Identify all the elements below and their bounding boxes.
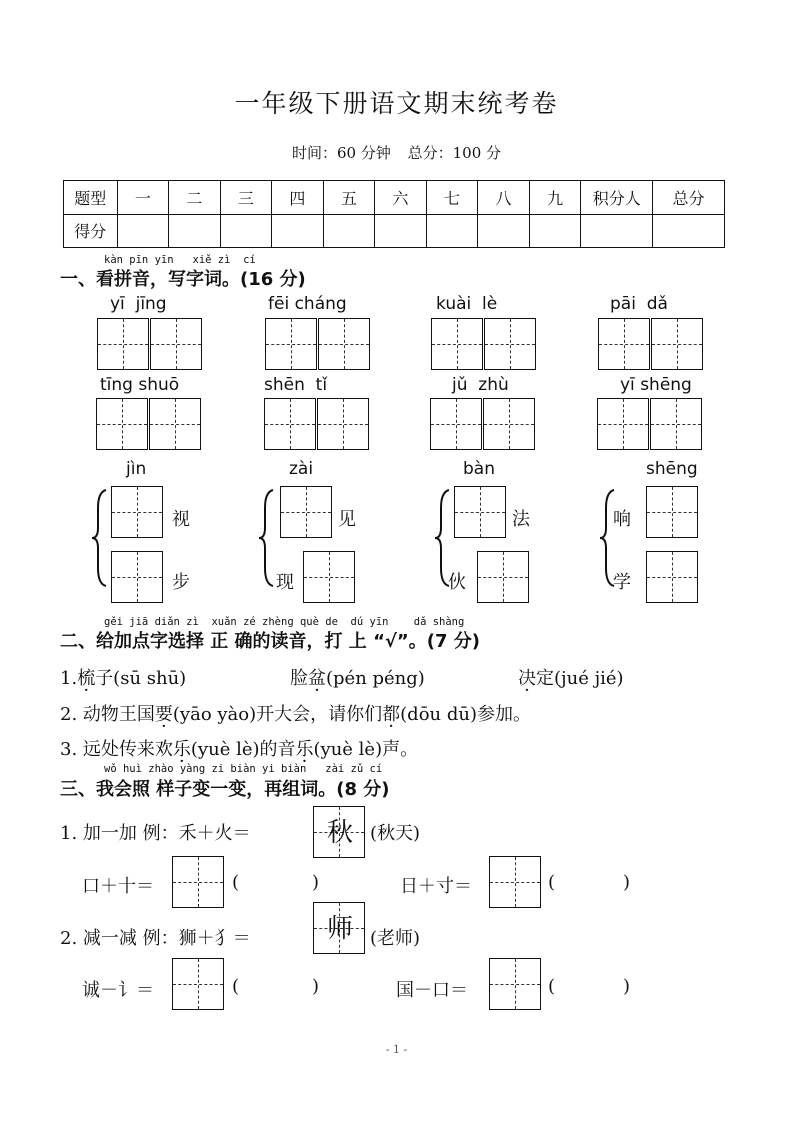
section3-title: 三、我会照 样子变一变，再组词。(8 分) [60, 779, 390, 800]
part2-label: 2. 减一减 例：狮＋犭＝ [60, 928, 251, 949]
writing-grid[interactable] [280, 486, 332, 538]
writing-grid[interactable] [172, 958, 224, 1010]
dotted-char: 决 [518, 668, 536, 689]
dotted-char: 梳 [77, 668, 96, 689]
score-input-cell[interactable] [323, 214, 375, 248]
answer-choice[interactable]: 定(jué jié) [536, 668, 624, 689]
answer-choice[interactable]: 子(sū shū) [95, 668, 187, 689]
writing-grid[interactable] [149, 398, 201, 450]
writing-grid[interactable] [489, 958, 541, 1010]
section1-title: 一、看拼音，写字词。(16 分) [60, 269, 306, 290]
writing-grid[interactable] [651, 318, 703, 370]
group-char: 伙 [448, 572, 466, 593]
group-char: 响 [613, 509, 631, 530]
answer-choice[interactable]: (yuè lè)声。 [313, 739, 419, 760]
group-pinyin: zài [289, 459, 314, 479]
pinyin-label: pāi dǎ [610, 294, 668, 314]
writing-grid[interactable] [265, 318, 317, 370]
score-input-cell[interactable] [117, 214, 169, 248]
score-table-cell: 一 [117, 181, 169, 215]
question-2-1: 1.梳子(sū shū) [60, 668, 187, 689]
question-3-1: 口＋十＝ [82, 876, 154, 897]
writing-grid[interactable] [646, 551, 698, 603]
blank-close: ) [312, 976, 320, 997]
score-input-cell[interactable] [375, 214, 427, 248]
score-input-cell[interactable] [169, 214, 221, 248]
time-limit: 时间：60 分钟 [291, 144, 391, 162]
group-char: 视 [172, 509, 190, 530]
dotted-char: 乐 [172, 739, 191, 760]
group-char: 步 [172, 572, 190, 593]
brace-icon [257, 488, 277, 588]
group-char: 学 [613, 572, 631, 593]
writing-grid[interactable] [646, 486, 698, 538]
score-table-cell: 三 [220, 181, 272, 215]
blank-open: ( [548, 872, 556, 893]
blank-close: ) [623, 976, 631, 997]
group-char: 法 [512, 509, 530, 530]
writing-grid[interactable] [96, 398, 148, 450]
writing-grid[interactable] [650, 398, 702, 450]
writing-grid[interactable] [477, 551, 529, 603]
writing-grid[interactable] [483, 398, 535, 450]
section3-pinyin: wǒ huì zhào yàng zi biàn yi biàn zài zǔ cí [104, 763, 383, 775]
question-3-4: 国－口＝ [396, 980, 468, 1001]
score-table-cell: 八 [478, 181, 530, 215]
dotted-char: 乐 [295, 739, 314, 760]
writing-grid[interactable] [97, 318, 149, 370]
score-input-cell[interactable] [272, 214, 324, 248]
score-input-cell[interactable] [478, 214, 530, 248]
score-table-cell: 六 [375, 181, 427, 215]
answer-choice[interactable]: (yuè lè)的音 [190, 739, 296, 760]
writing-grid[interactable] [597, 398, 649, 450]
pinyin-label: yī jīng [110, 294, 167, 314]
pinyin-label: yī shēng [620, 375, 692, 395]
score-table-cell: 得分 [64, 214, 118, 248]
dotted-char: 盆 [308, 668, 326, 689]
blank-open: ( [548, 976, 556, 997]
section2-pinyin: gěi jiā diǎn zì xuǎn zé zhèng què de dú yīn dǎ shàng [104, 616, 465, 628]
exam-subtitle [0, 142, 793, 163]
score-input-cell[interactable] [653, 214, 725, 248]
dotted-char: 要 [154, 704, 173, 725]
writing-grid[interactable] [489, 856, 541, 908]
question-2-3: 3. 远处传来欢乐(yuè lè)的音乐(yuè lè)声。 [60, 739, 419, 760]
score-table-cell: 总分 [653, 181, 725, 215]
blank-close: ) [623, 872, 631, 893]
pinyin-label: shēn tǐ [264, 375, 328, 395]
score-table-cell: 二 [169, 181, 221, 215]
score-input-cell[interactable] [220, 214, 272, 248]
group-pinyin: bàn [463, 459, 495, 479]
exam-title: 一年级下册语文期末统考卷 [234, 89, 559, 118]
writing-grid[interactable] [431, 318, 483, 370]
blank-open: ( [232, 872, 240, 893]
section2-title: 二、给加点字选择 正 确的读音，打 上 “√”。(7 分) [60, 631, 480, 652]
score-table-cell: 题型 [64, 181, 118, 215]
writing-grid[interactable] [317, 398, 369, 450]
answer-choice[interactable]: (yāo yào)开大会，请你们 [172, 704, 383, 725]
question-2-1c [518, 664, 624, 690]
score-table-header-row [64, 181, 725, 215]
pinyin-label: tīng shuō [100, 375, 180, 395]
section1-pinyin: kàn pīn yīn xiě zì cí [104, 254, 256, 266]
page-number: - 1 - [385, 1043, 408, 1056]
writing-grid[interactable] [318, 318, 370, 370]
pinyin-label: kuài lè [436, 294, 498, 314]
score-table-cell: 七 [426, 181, 478, 215]
answer-choice[interactable]: (dōu dū)参加。 [400, 704, 531, 725]
score-input-cell[interactable] [529, 214, 581, 248]
example-word: (秋天) [370, 823, 421, 844]
score-input-cell[interactable] [581, 214, 653, 248]
brace-icon [90, 488, 110, 588]
pinyin-label: jǔ zhù [452, 375, 509, 395]
example-word: (老师) [370, 928, 421, 949]
part1-label: 1. 加一加 例：禾＋火＝ [60, 823, 251, 844]
writing-grid[interactable] [111, 551, 163, 603]
group-pinyin: shēng [646, 459, 698, 479]
writing-grid[interactable] [598, 318, 650, 370]
group-char: 见 [338, 509, 356, 530]
total-score: 总分：100 分 [407, 144, 502, 162]
writing-grid[interactable] [172, 856, 224, 908]
example-grid [313, 902, 365, 954]
pinyin-label: fēi cháng [268, 294, 347, 314]
dotted-char: 都 [382, 704, 401, 725]
question-3-2: 日＋寸＝ [400, 876, 472, 897]
score-input-cell[interactable] [426, 214, 478, 248]
writing-grid[interactable] [150, 318, 202, 370]
writing-grid[interactable] [264, 398, 316, 450]
blank-close: ) [312, 872, 320, 893]
score-table-score-row [64, 214, 725, 248]
example-char: 师 [326, 914, 353, 944]
writing-grid[interactable] [303, 551, 355, 603]
group-pinyin: jìn [126, 459, 147, 479]
blank-open: ( [232, 976, 240, 997]
score-table [63, 180, 725, 248]
group-char: 现 [276, 572, 294, 593]
example-grid [313, 806, 365, 858]
writing-grid[interactable] [111, 486, 163, 538]
writing-grid[interactable] [454, 486, 506, 538]
writing-grid[interactable] [430, 398, 482, 450]
example-char: 秋 [326, 818, 353, 848]
score-table-cell: 五 [323, 181, 375, 215]
writing-grid[interactable] [484, 318, 536, 370]
question-3-3: 诚－讠＝ [82, 980, 154, 1001]
score-table-cell: 四 [272, 181, 324, 215]
score-table-cell: 积分人 [581, 181, 653, 215]
answer-choice[interactable]: (pén péng) [326, 668, 425, 689]
question-2-1b: 脸盆(pén péng) [290, 668, 425, 689]
question-2-2: 2. 动物王国要(yāo yào)开大会，请你们都(dōu dū)参加。 [60, 704, 531, 725]
score-table-cell: 九 [529, 181, 581, 215]
